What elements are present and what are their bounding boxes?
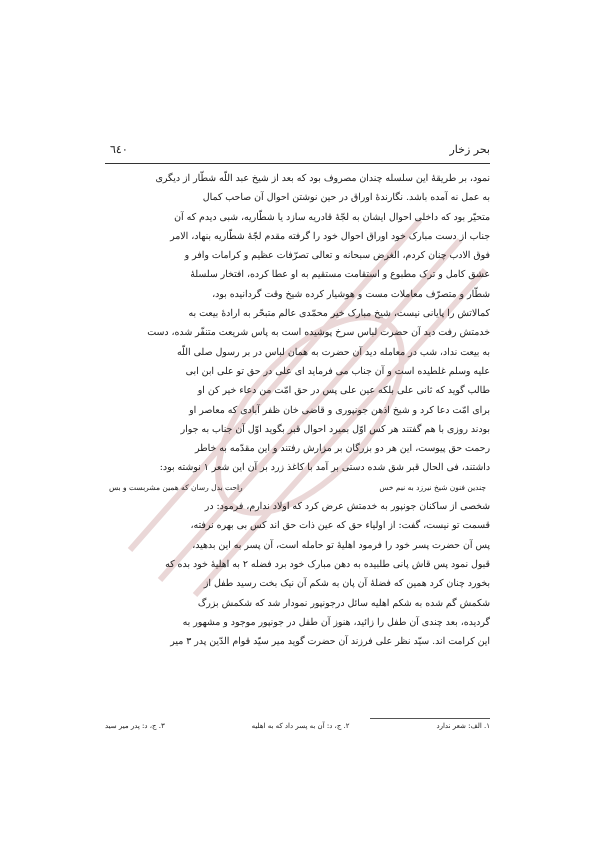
text-line: به بیعت نداد، شب در معامله دید آن حضرت به همان لباس در بر رسول صلی اللّه [177, 346, 490, 358]
text-line: جناب از دست مبارک خود اوراق احوال خود را گرفته مقدم لجّهٔ شطّاریه بنهاد، الامر [170, 230, 490, 242]
text-line: فوق الادب چنان کردم، الغرض سبحانه و تعالی تصرّفات عظیم و کرامات وافر و [184, 250, 490, 262]
text-line: بودند روزی با هم گفتند هر کس اوّل بمیرد احوال قبر بگوید اوّل آن جناب به جوار [180, 423, 490, 435]
text-line: رحمت حق پیوست، این هر دو بزرگان بر مزارش رفتند و این مقدّمه به خاطر [194, 443, 490, 455]
text-line: عشق کامل و ترک مطبوع و استقامت مستقیم به او عطا کرده، افتخار سلسلهٔ [190, 269, 490, 281]
verse-line [105, 478, 490, 497]
text-line: بخورد چنان کرد همین که فضلهٔ آن پان به شکم آن نیک بخت رسید طفل از [203, 578, 490, 590]
text-line: طالب گوید که ثانی علی بلکه عین علی پس در حق امّت من دعاء خیر کن او [197, 385, 490, 397]
text-line: این کرامت اند. سیّد نظر علی فرزند آن حضرت گوید میر سیّد قوام الدّین پدر ٣ میر [170, 636, 490, 648]
text-line: خدمتش رفت دید آن حضرت لباس سرخ پوشیده است به پاس شریعت متنفّر شده، دست [147, 327, 490, 339]
text-line: نمود، بر طریقهٔ این سلسله چندان مصروف بود که بعد از شیخ عبد اللّه شطّار از دیگری [155, 173, 490, 184]
verse-hemistich-right: چندین فنون شیخ نیرزد به نیم خس [379, 482, 486, 492]
footnotes [105, 722, 490, 730]
text-line: داشتند، فی الحال قبر شق شده دستی بر آمد با کاغذ زرد بر آن این شعر ١ نوشته بود: [159, 462, 490, 474]
verse-hemistich-left: راحت بدل رسان که همین مشربست و بس [109, 482, 243, 492]
text-line: قبول نمود پس قاش پانی طلبیده به دهن مبارک خود برد فضله ٢ به اهلیهٔ خود بده که [165, 558, 490, 570]
text-line: شکمش گم شده به شکم اهلیه سائل درجونپور نمودار شد که شکمش بزرگ [197, 597, 490, 609]
header-rule [105, 163, 490, 164]
book-title: بحر زخار [449, 143, 490, 156]
page-number: ٦٤٠ [110, 143, 128, 156]
footnote-2: ٢. ج، د: آن به پسر داد که به اهلیه [251, 722, 350, 730]
running-header [110, 143, 490, 163]
text-line: متحیّر بود که داخلی احوال ایشان به لجّهٔ قادریه سازد یا شطّاریه، شبی دیدم که آن [174, 211, 490, 223]
footnote-3: ٣. ج، د: پدر میر سید [105, 722, 165, 730]
text-line: کمالاتش را پایانی نیست، شیخ مبارک خیر محمّدی عالم متبحّر به ارادهٔ بیعت به [188, 308, 490, 320]
footnote-1: ١. الف: شعر ندارد [436, 722, 490, 730]
text-line: علیه وسلم غلطیده است و آن جناب می فرماید ای علی در حق تو علی ابن ابی [185, 365, 490, 377]
text-line: شخصی از ساکنان جونپور به خدمتش عرض کرد که اولاد ندارم، فرمود: در [204, 501, 490, 513]
text-line: شطّار و متصرّف معاملات مست و هوشیار کرده شیخ وقت گردانیده بود، [212, 288, 490, 300]
footnote-rule [370, 718, 490, 719]
text-line: پس آن حضرت پسر خود را فرمود اهلیهٔ تو حامله است، آن پسر به این بدهید، [192, 539, 490, 551]
text-line: به عمل نه آمده باشد. نگارندهٔ اوراق در حین نوشتن احوال آن صاحب کمال [202, 192, 490, 204]
text-line: قسمت تو نیست، گفت: از اولیاء حق که عین ذات حق اند کس بی بهره نرفته، [190, 520, 490, 532]
main-text [105, 169, 490, 651]
text-line: گردیده، بعد چندی آن طفل را زائید، هنوز آن طفل در جونپور موجود و مشهور به [182, 616, 490, 628]
text-line: برای امّت دعا کرد و شیخ اذهن جونپوری و قاضی خان ظفر آبادی که معاصر او [189, 404, 490, 416]
